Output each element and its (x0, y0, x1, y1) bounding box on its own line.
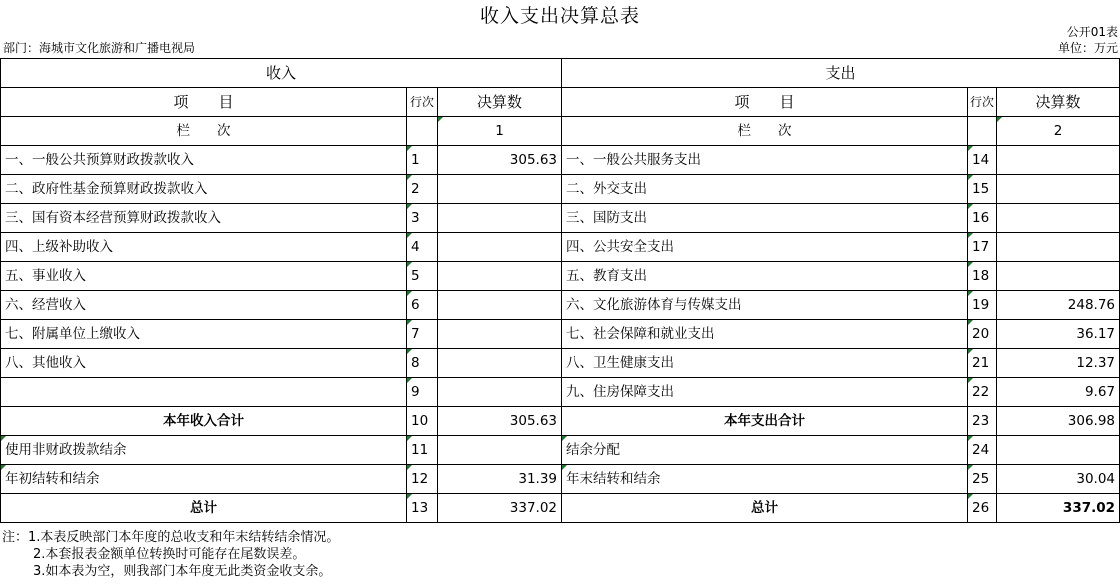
notes (2, 529, 339, 580)
income-item: 一、一般公共预算财政拨款收入 (1, 146, 407, 175)
expense-item: 四、公共安全支出 (562, 233, 968, 262)
expense-row-no: 25 (968, 465, 997, 494)
expense-row-no: 15 (968, 175, 997, 204)
expense-amount (997, 204, 1120, 233)
expense-item: 二、外交支出 (562, 175, 968, 204)
income-row-no-header: 行次 (407, 88, 438, 117)
table-row (1, 349, 1120, 378)
expense-row-no: 18 (968, 262, 997, 291)
expense-item: 一、一般公共服务支出 (562, 146, 968, 175)
expense-column-index: 2 (997, 117, 1120, 146)
income-item: 四、上级补助收入 (1, 233, 407, 262)
expense-amount (997, 146, 1120, 175)
income-amount: 305.63 (438, 146, 562, 175)
income-row-no: 9 (407, 378, 438, 407)
income-row-no: 8 (407, 349, 438, 378)
income-item: 五、事业收入 (1, 262, 407, 291)
income-amount (438, 378, 562, 407)
income-row-no: 7 (407, 320, 438, 349)
table-row (1, 291, 1120, 320)
income-grand-total-label: 总计 (1, 494, 407, 523)
expense-item: 结余分配 (562, 436, 968, 465)
expense-item: 三、国防支出 (562, 204, 968, 233)
income-item: 八、其他收入 (1, 349, 407, 378)
income-item: 六、经营收入 (1, 291, 407, 320)
expense-amount-header: 决算数 (997, 88, 1120, 117)
expense-amount (997, 262, 1120, 291)
expense-amount (997, 175, 1120, 204)
income-row-no: 5 (407, 262, 438, 291)
expense-item: 年末结转和结余 (562, 465, 968, 494)
note-2: 2.本套报表金额单位转换时可能存在尾数误差。 (33, 547, 306, 562)
income-year-total-amount: 305.63 (438, 407, 562, 436)
expense-item-header: 项 目 (562, 88, 968, 117)
expense-amount: 12.37 (997, 349, 1120, 378)
expense-amount: 9.67 (997, 378, 1120, 407)
expense-row-no: 19 (968, 291, 997, 320)
income-item: 使用非财政拨款结余 (1, 436, 407, 465)
income-row-no: 3 (407, 204, 438, 233)
unit-label: 单位：万元 (1057, 41, 1118, 55)
expense-amount (997, 436, 1120, 465)
table-row (1, 378, 1120, 407)
expense-item: 八、卫生健康支出 (562, 349, 968, 378)
table-row (1, 146, 1120, 175)
income-expense-table (0, 58, 1120, 523)
income-row-no: 4 (407, 233, 438, 262)
expense-item: 九、住房保障支出 (562, 378, 968, 407)
expense-row-no: 14 (968, 146, 997, 175)
expense-item: 五、教育支出 (562, 262, 968, 291)
income-row-no: 6 (407, 291, 438, 320)
income-section-header: 收入 (1, 59, 562, 88)
income-amount (438, 262, 562, 291)
expense-section-header: 支出 (562, 59, 1120, 88)
expense-row-no: 24 (968, 436, 997, 465)
expense-amount: 36.17 (997, 320, 1120, 349)
expense-row-no: 23 (968, 407, 997, 436)
report-title: 收入支出决算总表 (479, 5, 640, 27)
income-item: 年初结转和结余 (1, 465, 407, 494)
income-item: 二、政府性基金预算财政拨款收入 (1, 175, 407, 204)
table-row (1, 436, 1120, 465)
expense-amount (997, 233, 1120, 262)
income-column-index-blank (407, 117, 438, 146)
expense-row-no-header: 行次 (968, 88, 997, 117)
income-grand-total-amount: 337.02 (438, 494, 562, 523)
expense-year-total-label: 本年支出合计 (562, 407, 968, 436)
income-amount (438, 291, 562, 320)
table-row (1, 262, 1120, 291)
income-amount (438, 175, 562, 204)
grand-total-row (1, 494, 1120, 523)
table-row (1, 320, 1120, 349)
income-amount (438, 233, 562, 262)
expense-year-total-amount: 306.98 (997, 407, 1120, 436)
income-row-no: 11 (407, 436, 438, 465)
income-row-no: 10 (407, 407, 438, 436)
table-row (1, 465, 1120, 494)
expense-item: 七、社会保障和就业支出 (562, 320, 968, 349)
income-row-no: 12 (407, 465, 438, 494)
income-row-no: 1 (407, 146, 438, 175)
income-amount (438, 204, 562, 233)
income-column-index: 1 (438, 117, 562, 146)
expense-grand-total-label: 总计 (562, 494, 968, 523)
income-row-no: 13 (407, 494, 438, 523)
income-row-no: 2 (407, 175, 438, 204)
expense-amount: 30.04 (997, 465, 1120, 494)
year-total-row (1, 407, 1120, 436)
table-row (1, 204, 1120, 233)
income-amount (438, 436, 562, 465)
income-item: 三、国有资本经营预算财政拨款收入 (1, 204, 407, 233)
note-1: 注：1.本表反映部门本年度的总收支和年末结转结余情况。 (2, 530, 340, 545)
income-year-total-label: 本年收入合计 (1, 407, 407, 436)
expense-column-index-label: 栏 次 (562, 117, 968, 146)
income-amount (438, 320, 562, 349)
expense-row-no: 22 (968, 378, 997, 407)
expense-row-no: 20 (968, 320, 997, 349)
expense-column-index-blank (968, 117, 997, 146)
department-label: 部门：海城市文化旅游和广播电视局 (3, 41, 196, 55)
expense-grand-total-amount: 337.02 (997, 494, 1120, 523)
table-row (1, 175, 1120, 204)
income-amount-header: 决算数 (438, 88, 562, 117)
expense-amount: 248.76 (997, 291, 1120, 320)
income-amount (438, 349, 562, 378)
expense-row-no: 26 (968, 494, 997, 523)
income-amount: 31.39 (438, 465, 562, 494)
income-item: 七、附属单位上缴收入 (1, 320, 407, 349)
income-item-header: 项 目 (1, 88, 407, 117)
income-column-index-label: 栏 次 (1, 117, 407, 146)
note-3: 3.如本表为空，则我部门本年度无此类资金收支余。 (33, 564, 332, 579)
expense-row-no: 21 (968, 349, 997, 378)
table-row (1, 233, 1120, 262)
form-code: 公开01表 (1066, 25, 1118, 39)
expense-row-no: 17 (968, 233, 997, 262)
expense-row-no: 16 (968, 204, 997, 233)
expense-item: 六、文化旅游体育与传媒支出 (562, 291, 968, 320)
income-item (1, 378, 407, 407)
